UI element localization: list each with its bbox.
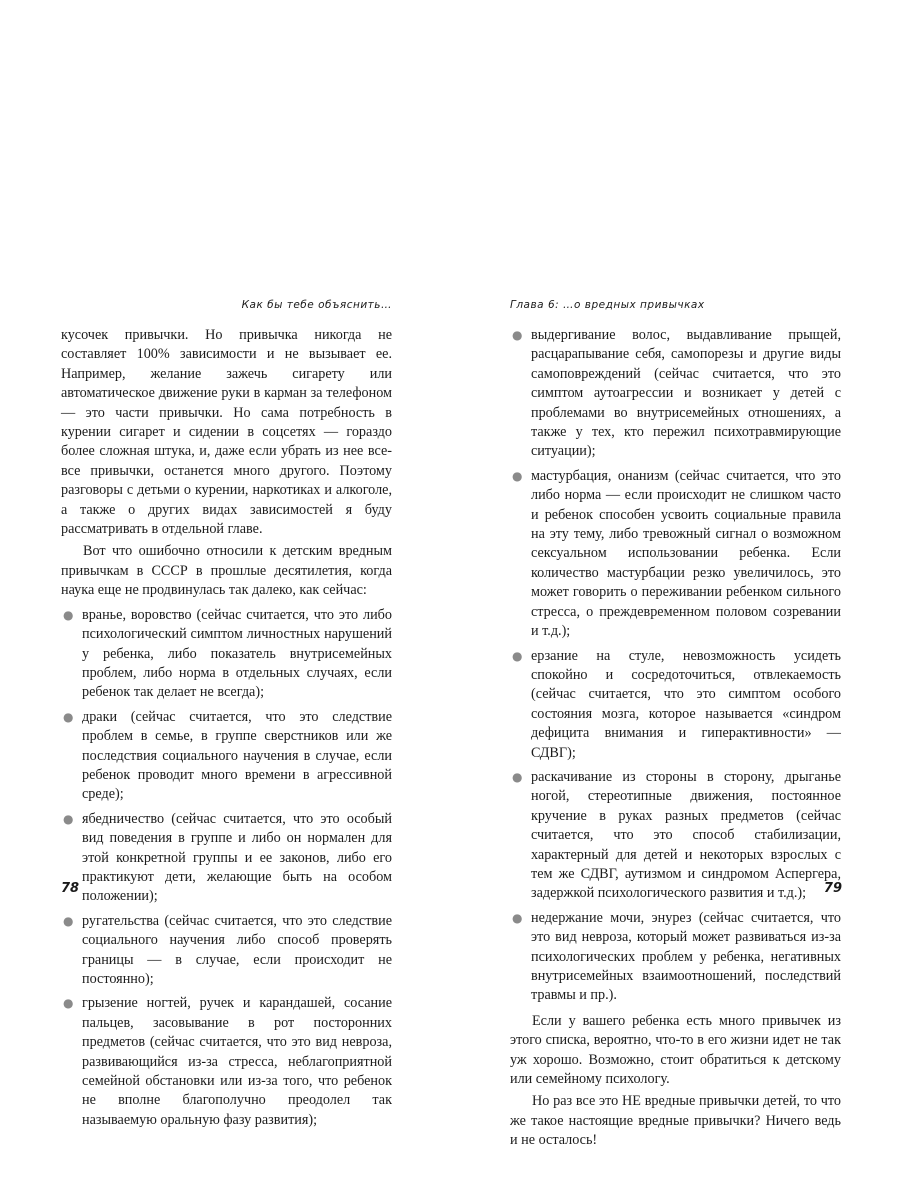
right-page [450, 0, 900, 1200]
page-number-right: 79 [823, 881, 842, 896]
list-item-text: ругательства (сейчас считается, что это следствие социального научения либо способ проверять границы — в случае, если происходит не постоянно); [82, 912, 392, 987]
list-item-text: мастурбация, онанизм (сейчас считается, что это либо норма — если происходит не слишком часто и ребенок способен усвоить социальные правила на эту тему, либо тревожный сигнал о возможном сексуальном использовании ребенка. Если количество мастурбации резко увеличилось, это может говорить о переживании ребенком сильного стресса, о преждевременном половом созревании и т.д.); [531, 467, 841, 640]
bullet-icon: ● [512, 910, 523, 925]
running-head-book-title: Как бы тебе объяснить… [241, 299, 392, 311]
bullet-icon: ● [63, 913, 74, 928]
paragraph-closing-1: Если у вашего ребенка есть много привычек из этого списка, вероятно, что-то в его жизни идет не так уж хорошо. Возможно, стоит обратиться к детскому или семейному психологу. [510, 1012, 841, 1088]
bullet-icon: ● [63, 607, 74, 622]
bullet-icon: ● [512, 648, 523, 663]
list-item [510, 467, 841, 642]
bullet-icon: ● [512, 328, 523, 342]
bullet-list-left [61, 606, 392, 1131]
paragraph-lead: Вот что ошибочно относили к детским вредным привычкам в СССР в прошлые десятилетия, когда наука еще не продвинулась так далеко, как сейчас: [61, 543, 392, 599]
running-head-chapter-title: Глава 6: …о вредных привычках [510, 299, 705, 311]
list-item [61, 994, 392, 1130]
paragraph-intro: кусочек привычки. Но привычка никогда не составляет 100% зависимости и не вызывает ее. Например, желание зажечь сигарету или автоматическое движение руки в карман за телефоном — это части привычки. Но сама потребность в курении сигарет и сидении в соцсетях — гораздо более сложная штука, и, даже если убрать из нее все-все привычки, останется много другого. Поэтому разговоры с детьми о курении, наркотиках и алкоголе, а также о других видах зависимостей я буду рассматривать в отдельной главе. [61, 327, 392, 538]
list-item [510, 647, 841, 763]
list-item-text: ябедничество (сейчас считается, что это особый вид поведения в группе и либо он нормален для этой конкретной группы и ее законов, либо его практикуют дети, желающие быть на особом положении); [82, 810, 392, 905]
list-item [510, 326, 841, 462]
list-item-text: недержание мочи, энурез (сейчас считается, что это вид невроза, который может развиваться из-за психологических проблем у ребенка, негативных внутрисемейных взаимоотношений, последствий травмы и пр.). [531, 909, 841, 1004]
list-item [510, 768, 841, 904]
list-item [61, 810, 392, 907]
list-item-text: ерзание на стуле, невозможность усидеть спокойно и сосредоточиться, отвлекаемость (сейчас считается, что это симптом особого состояния мозга, которое называется «синдром дефицита внимания и гиперактивности» — СДВГ); [531, 647, 841, 761]
list-item [61, 912, 392, 990]
paragraph-closing-2: Но раз все это НЕ вредные привычки детей, то что же такое настоящие вредные привычки? Ничего ведь и не осталось! [510, 1093, 841, 1149]
list-item [61, 708, 392, 805]
bullet-icon: ● [63, 996, 74, 1011]
list-item-text: драки (сейчас считается, что это следствие проблем в семье, в группе сверстников или же последствия социального научения в случае, если ребенок проводит много времени в агрессивной среде); [82, 708, 392, 803]
bullet-icon: ● [63, 709, 74, 724]
bullet-icon: ● [512, 468, 523, 483]
list-item [510, 909, 841, 1006]
bullet-list-right [510, 326, 841, 1006]
list-item-text: раскачивание из стороны в сторону, дрыганье ногой, стереотипные движения, постоянное кручение в руках разных предметов (сейчас считается, что это способ стабилизации, характерный для детей и некоторых взрослых с тем же СДВГ, аутизмом и синдромом Аспергера, задержкой психологического развития и т.д.); [531, 768, 841, 902]
bullet-icon: ● [512, 769, 523, 784]
bullet-icon: ● [63, 811, 74, 826]
list-item-text: вранье, воровство (сейчас считается, что это либо психологический симптом личностных нарушений у ребенка, либо показатель внутрисемейных проблем, либо норма в отдельных случаях, если ребенок так делает не всегда); [82, 606, 392, 701]
left-page-text [61, 326, 392, 1135]
list-item [61, 606, 392, 703]
right-page-text [510, 326, 841, 1151]
page-number-left: 78 [61, 881, 80, 896]
list-item-text: выдергивание волос, выдавливание прыщей, расцарапывание себя, самопорезы и другие виды самоповреждений (сейчас считается, что это симптом аутоагрессии и возникает у детей с проблемами во внутрисемейных отношениях, а также у тех, кто пережил психотравмирующие ситуации); [531, 327, 841, 460]
list-item-text: грызение ногтей, ручек и карандашей, сосание пальцев, засовывание в рот посторонних предметов (сейчас считается, что это вид невроза, развивающийся из-за стресса, неблагоприятной семейной обстановки или из-за того, что ребенок не вполне благополучно преодолел так называемую оральную фазу развития); [82, 995, 392, 1128]
